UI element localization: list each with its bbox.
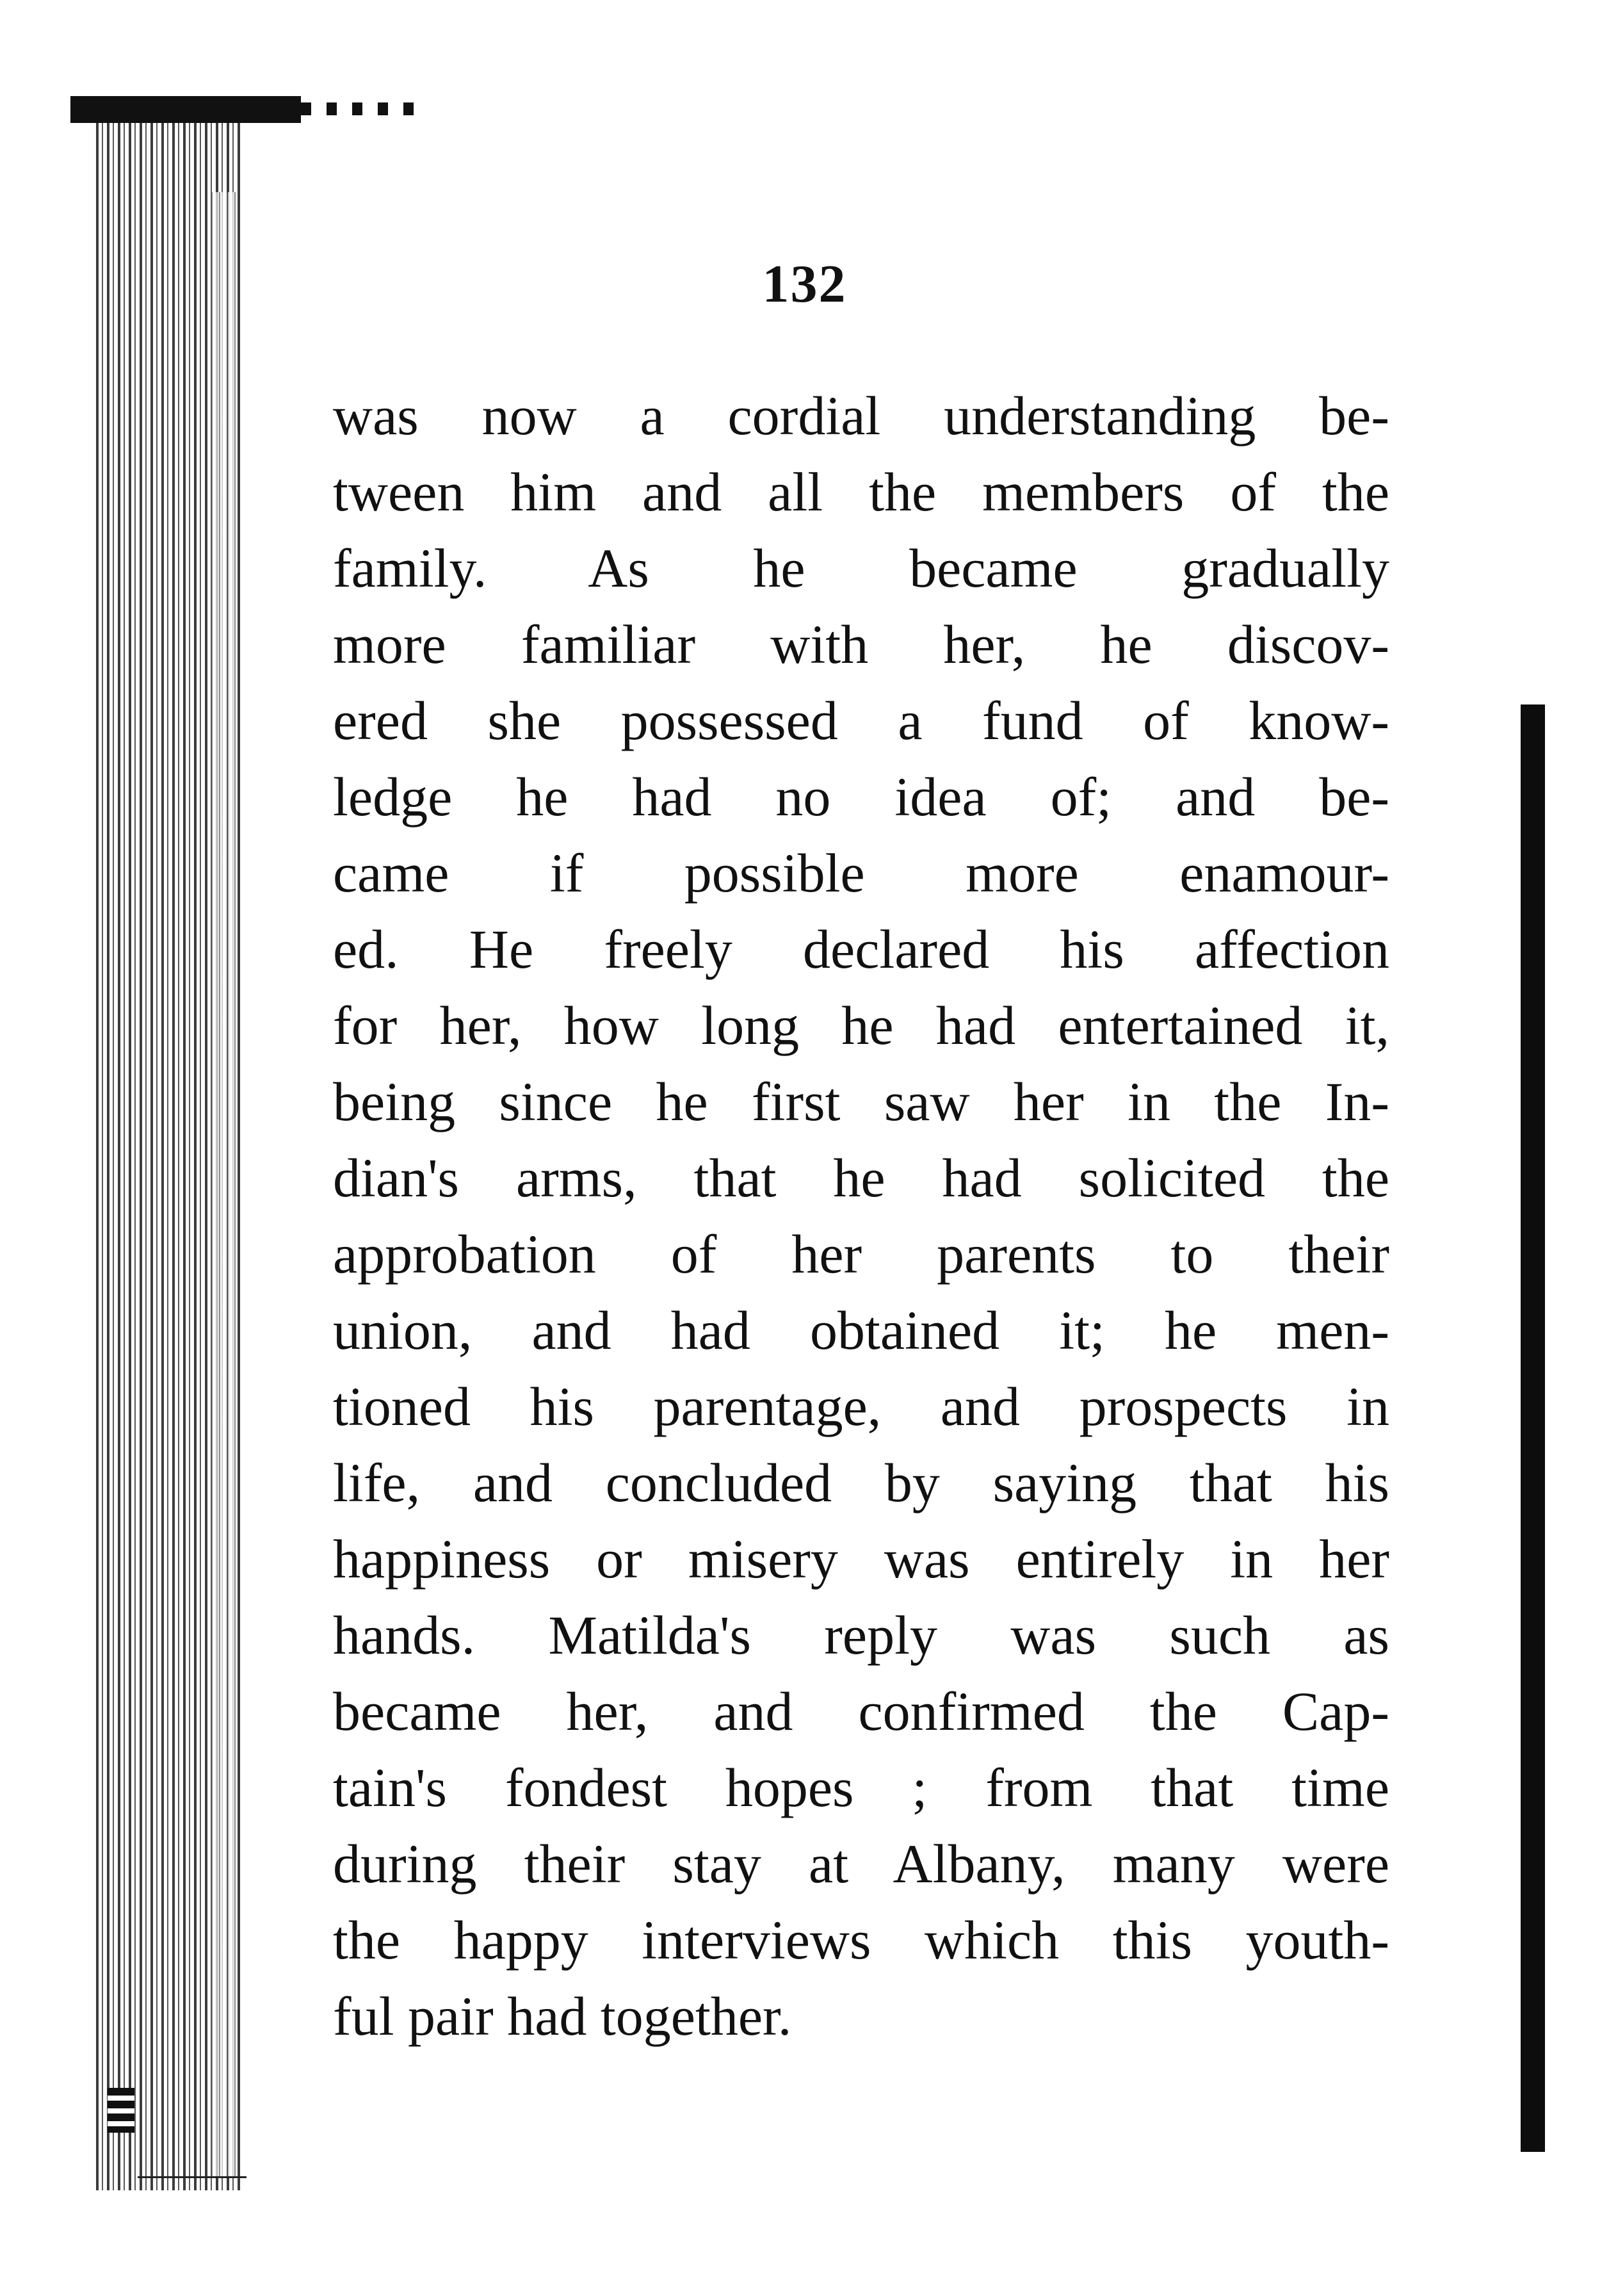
text-line: became her, and confirmed the Cap-	[333, 1681, 1389, 1742]
text-line: approbation of her parents to their	[333, 1223, 1389, 1285]
scan-gutter-top	[70, 96, 301, 123]
text-line: ed. He freely declared his affection	[333, 918, 1389, 980]
text-line: tain's fondest hopes ; from that time	[333, 1757, 1389, 1818]
body-text	[333, 378, 1389, 2055]
text-line: ered she possessed a fund of know-	[333, 690, 1389, 751]
text-line: hands. Matilda's reply was such as	[333, 1604, 1389, 1666]
scan-gutter-ticks	[301, 102, 416, 115]
text-line: ledge he had no idea of; and be-	[333, 766, 1389, 827]
text-line: happiness or misery was entirely in her	[333, 1528, 1389, 1590]
text-line-last: ful pair had together.	[333, 1985, 792, 2047]
text-line: tween him and all the members of the	[333, 461, 1389, 523]
text-line: family. As he became gradually	[333, 537, 1389, 599]
text-line: was now a cordial understanding be-	[333, 385, 1389, 446]
text-line: union, and had obtained it; he men-	[333, 1299, 1389, 1361]
text-line: life, and concluded by saying that his	[333, 1452, 1389, 1513]
text-line: tioned his parentage, and prospects in	[333, 1376, 1389, 1437]
scan-gutter-base	[138, 2176, 247, 2178]
text-line: the happy interviews which this youth-	[333, 1909, 1389, 1971]
scan-gutter-mark	[108, 2088, 134, 2133]
text-line: dian's arms, that he had solicited the	[333, 1147, 1389, 1209]
page-number: 132	[762, 254, 847, 314]
scan-gutter-lines	[211, 192, 237, 2178]
text-line: during their stay at Albany, many were	[333, 1833, 1389, 1894]
text-line: more familiar with her, he discov-	[333, 614, 1389, 675]
text-line: came if possible more enamour-	[333, 842, 1389, 904]
scan-edge-bar	[1521, 704, 1545, 2152]
text-line: for her, how long he had entertained it,	[333, 995, 1389, 1056]
text-line: being since he first saw her in the In-	[333, 1071, 1389, 1132]
